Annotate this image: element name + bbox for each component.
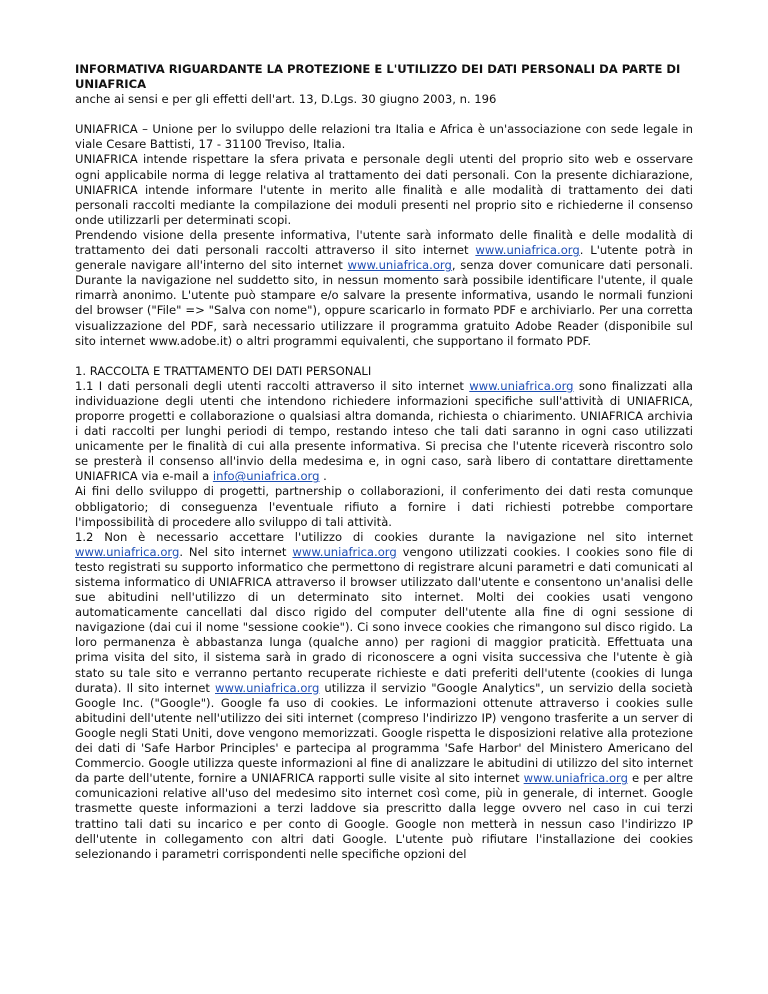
paragraph-1-2 (75, 530, 693, 862)
site-link[interactable]: www.uniafrica.org (347, 258, 452, 273)
site-link[interactable]: www.uniafrica.org (475, 243, 580, 258)
site-link[interactable]: www.uniafrica.org (75, 544, 180, 559)
site-link[interactable]: www.uniafrica.org (292, 544, 397, 559)
text-segment: sono finalizzati alla individuazione degli utenti che intendono richiedere informazioni specifiche sull'attività di UNIAFRICA, proporre progetti e collaborazione o qualsiasi altra domanda, richiesta o chiarimento. UNIAFRICA archivia i dati raccolti per lunghi periodi di tempo, restando inteso che tali dati saranno in ogni caso utilizzati unicamente per le finalità di cui alla presente informativa. Si precisa che l'utente riceverà riscontro solo se presterà il consenso all'invio della medesima e, in ogni caso, sarà libero di contattare direttamente UNIAFRICA via e-mail a (75, 378, 693, 484)
paragraph-intro-2: UNIAFRICA intende rispettare la sfera privata e personale degli utenti del proprio sito web e osservare ogni applicabile norma di legge relativa al trattamento dei dati personali. Con la presente dichiarazione, UNIAFRICA intende informare l'utente in merito alle finalità e alle modalità di trattamento dei dati personali raccolti mediante la compilazione dei moduli presenti nel proprio sito e richiederne il consenso onde utilizzarli per determinati scopi. (75, 152, 693, 227)
text-segment: . (319, 469, 327, 484)
paragraph-intro-3 (75, 228, 693, 349)
text-segment: . L'utente potrà in generale navigare all'interno del sito internet (75, 243, 693, 273)
text-segment: 1.2 Non è necessario accettare l'utilizzo di cookies durante la navigazione nel sito internet (75, 529, 693, 544)
document-title: INFORMATIVA RIGUARDANTE LA PROTEZIONE E L'UTILIZZO DEI DATI PERSONALI DA PARTE DI UNIAFRICA (75, 62, 681, 92)
site-link[interactable]: www.uniafrica.org (523, 771, 628, 786)
text-segment: e per altre comunicazioni relative all'uso del medesimo sito internet così come, più in generale, di internet. Google trasmette queste informazioni a terzi laddove sia prescritto dalla legge ovvero nel caso in cui terzi trattino tali dati su incarico e per conto di Google. Google non metterà in nessun caso l'indirizzo IP dell'utente in collegamento con altri dati Google. L'utente può rifiutare l'installazione dei cookies selezionando i parametri corrispondenti nelle specifiche opzioni del (75, 771, 693, 861)
document-subtitle: anche ai sensi e per gli effetti dell'art. 13, D.Lgs. 30 giugno 2003, n. 196 (75, 92, 497, 107)
paragraph-1-1 (75, 379, 693, 485)
text-segment: , senza dover comunicare dati personali. Durante la navigazione nel suddetto sito, in nessun momento sarà possibile identificare l'utente, il quale rimarrà anonimo. L'utente può stampare e/o salvare la presente informativa, usando le normali funzioni del browser ("File" => "Salva con nome"), oppure scaricarlo in formato PDF e archiviarlo. Per una corretta visualizzazione del PDF, sarà necessario utilizzare il programma gratuito Adobe Reader (disponibile sul sito internet www.adobe.it) o altri programmi equivalenti, che supportano il formato PDF. (75, 258, 694, 348)
text-segment: 1.1 I dati personali degli utenti raccolti attraverso il sito internet (75, 378, 470, 393)
text-segment: utilizza il servizio "Google Analytics", un servizio della società Google Inc. ("Google"). Google fa uso di cookies. Le informazioni ottenute attraverso i cookies sulle abitudini dell'utente nell'utilizzo dei siti internet (compreso l'indirizzo IP) vengono trasferite a un server di Google negli Stati Uniti, dove vengono memorizzati. Google rispetta le disposizioni relative alla protezione dei dati di 'Safe Harbor Principles' e partecipa al programma 'Safe Harbor' del Ministero Americano del Commercio. Google utilizza queste informazioni al fine di analizzare le abitudini di utilizzo del sito internet da parte dell'utente, fornire a UNIAFRICA rapporti sulle visite al sito internet (75, 680, 693, 786)
paragraph-1-1-b: Ai fini dello sviluppo di progetti, partnership o collaborazioni, il conferimento dei dati resta comunque obbligatorio; di conseguenza l'eventuale rifiuto a fornire i dati richiesti potrebbe comportare l'impossibilità di procedere allo sviluppo di tali attività. (75, 484, 693, 529)
text-segment: Prendendo visione della presente informativa, l'utente sarà informato delle finalità e delle modalità di trattamento dei dati personali raccolti attraverso il sito internet (75, 227, 693, 258)
paragraph-intro-1: UNIAFRICA – Unione per lo sviluppo delle relazioni tra Italia e Africa è un'associazione con sede legale in viale Cesare Battisti, 17 - 31100 Treviso, Italia. (75, 122, 693, 152)
section-1-heading: 1. RACCOLTA E TRATTAMENTO DEI DATI PERSONALI (75, 363, 372, 378)
site-link[interactable]: www.uniafrica.org (469, 378, 574, 393)
site-link[interactable]: www.uniafrica.org (215, 680, 320, 695)
text-segment: vengono utilizzati cookies. I cookies sono file di testo registrati su supporto informatico che permettono di registrare alcuni parametri e dati comunicati al sistema informatico di UNIAFRICA attraverso il browser utilizzato dall'utente e consentono un'analisi delle sue abitudini nell'utilizzo di un determinato sito internet. Molti dei cookies usati vengono automaticamente cancellati dal disco rigido del computer dell'utente alla fine di ogni sessione di navigazione (dai cui il nome "sessione cookie"). Ci sono invece cookies che rimangono sul disco rigido. La loro permanenza è abbastanza lunga (qualche anno) per ragioni di maggior praticità. Effettuata una prima visita del sito, il sistema sarà in grado di riconoscere a ogni visita successiva che l'utente è già stato su tale sito e verranno pertanto recuperate richieste e dati preferiti dell'utente (cookies di lunga durata). Il sito internet (75, 544, 693, 695)
privacy-document (75, 62, 693, 862)
text-segment: . Nel sito internet (179, 544, 293, 559)
email-link[interactable]: info@uniafrica.org (212, 469, 320, 484)
